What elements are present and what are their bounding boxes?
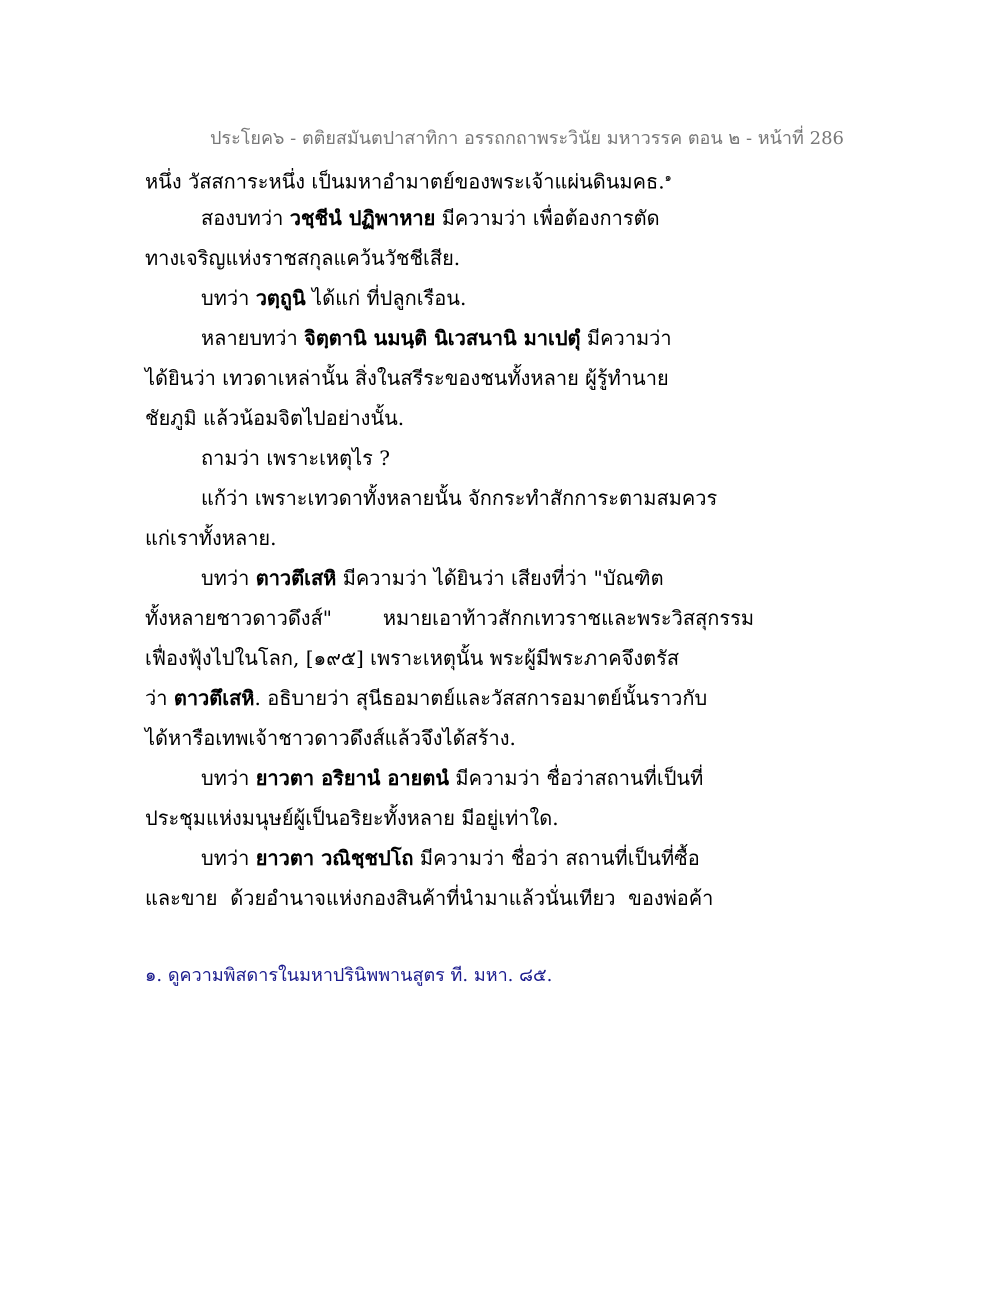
line-suffix: มีความว่า xyxy=(580,326,672,350)
pali-term: จิตฺตานิ นมนฺติ นิเวสนานิ มาเปตุํ xyxy=(304,326,581,350)
text-line-7: ชัยภูมิ แล้วน้อมจิตไปอย่างนั้น. xyxy=(145,406,405,430)
line-suffix: มีความว่า ได้ยินว่า เสียงที่ว่า "บัณฑิต xyxy=(336,566,664,590)
text-line-12: ทั้งหลายชาวดาวดึงส์" หมายเอาท้าวสักกเทวราชและพระวิสสุกรรม xyxy=(145,606,755,630)
text-line-18 xyxy=(145,838,865,878)
line-suffix: ได้แก่ ที่ปลูกเรือน. xyxy=(305,286,467,310)
line-text: หนึ่ง วัสสการะหนึ่ง เป็นมหาอำมาตย์ของพระเจ้าแผ่นดินมคธ. xyxy=(145,169,665,194)
line-prefix: ว่า xyxy=(145,686,174,710)
pali-term: ตาวตึเสหิ xyxy=(255,566,337,590)
text-line-19: และขาย ด้วยอำนาจแห่งกองสินค้าที่นำมาแล้วนั่นเทียว ของพ่อค้า xyxy=(145,886,714,910)
text-line-3: ทางเจริญแห่งราชสกุลแคว้นวัชชีเสีย. xyxy=(145,246,461,270)
line-suffix: มีความว่า ชื่อว่าสถานที่เป็นที่ xyxy=(449,766,704,790)
text-line-2 xyxy=(145,198,865,238)
footnote: ๑. ดูความพิสดารในมหาปรินิพพานสูตร ที. มหา. ๘๕. xyxy=(145,965,553,986)
running-header: ประโยค๖ - ตติยสมันตปาสาทิกา อรรถกถาพระวินัย มหาวรรค ตอน ๒ - หน้าที่ 286 xyxy=(210,128,844,149)
line-prefix: บทว่า xyxy=(201,846,256,870)
line-suffix: . อธิบายว่า สุนีธอมาตย์และวัสสการอมาตย์นั้นราวกับ xyxy=(254,686,708,710)
footnote-marker: ๑ xyxy=(664,171,672,184)
line-suffix: มีความว่า เพื่อต้องการตัด xyxy=(435,206,660,230)
text-line-10: แก่เราทั้งหลาย. xyxy=(145,526,277,550)
text-line-16 xyxy=(145,758,865,798)
text-line-14 xyxy=(145,678,865,718)
text-line-4 xyxy=(145,278,865,318)
pali-term: ยาวตา วณิชฺชปโถ xyxy=(255,846,414,870)
text-line-9: แก้ว่า เพราะเทวดาทั้งหลายนั้น จักกระทำสักการะตามสมควร xyxy=(201,486,718,510)
text-line-11 xyxy=(145,558,865,598)
pali-term: ยาวตา อริยานํ อายตนํ xyxy=(255,766,450,790)
pali-term: ตาวตึเสหิ xyxy=(173,686,255,710)
text-line-15: ได้หารือเทพเจ้าชาวดาวดึงส์แล้วจึงได้สร้าง. xyxy=(145,726,516,750)
line-prefix: บทว่า xyxy=(201,286,256,310)
line-prefix: บทว่า xyxy=(201,566,256,590)
pali-term: วตฺถูนิ xyxy=(255,286,306,310)
body-text xyxy=(145,158,865,918)
text-line-1 xyxy=(145,158,865,198)
text-line-13: เฟื่องฟุ้งไปในโลก, [๑๙๕] เพราะเหตุนั้น พระผู้มีพระภาคจึงตรัส xyxy=(145,646,680,670)
text-line-6: ได้ยินว่า เทวดาเหล่านั้น สิ่งในสรีระของชนทั้งหลาย ผู้รู้ทำนาย xyxy=(145,366,669,390)
line-prefix: หลายบทว่า xyxy=(201,326,305,350)
pali-term: วชฺชีนํ ปฏิพาหาย xyxy=(289,206,436,230)
text-line-8: ถามว่า เพราะเหตุไร ? xyxy=(201,446,390,470)
line-prefix: สองบทว่า xyxy=(201,206,290,230)
line-suffix: มีความว่า ชื่อว่า สถานที่เป็นที่ซื้อ xyxy=(413,846,700,870)
text-line-17: ประชุมแห่งมนุษย์ผู้เป็นอริยะทั้งหลาย มีอยู่เท่าใด. xyxy=(145,806,559,830)
line-prefix: บทว่า xyxy=(201,766,256,790)
text-line-5 xyxy=(145,318,865,358)
